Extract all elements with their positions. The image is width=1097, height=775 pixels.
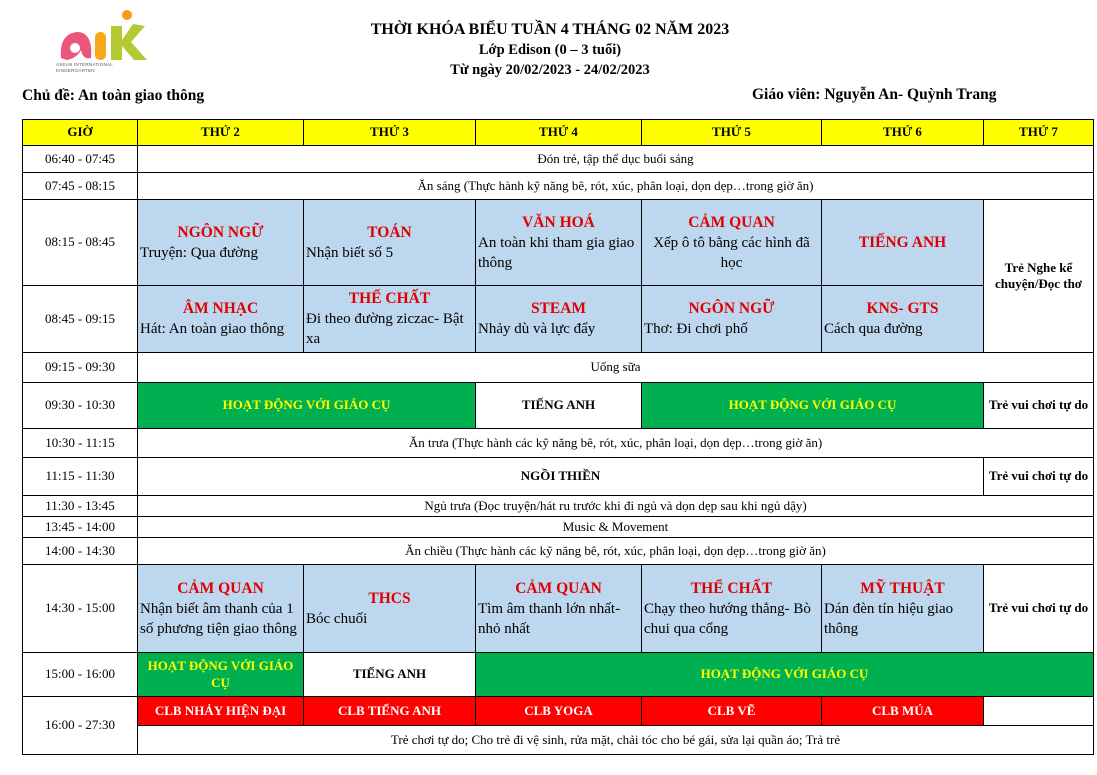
lesson-subject: MỸ THUẬT: [860, 579, 945, 597]
lesson-subject: STEAM: [530, 300, 587, 317]
title-block: [300, 20, 800, 80]
english-cell: TIẾNG ANH: [304, 653, 476, 697]
saturday-free-play-cell: Trẻ vui chơi tự do: [984, 458, 1094, 496]
lesson-description: An toàn khi tham gia giao thông: [478, 234, 635, 271]
header-thu: THỨ 5: [642, 120, 822, 146]
saturday-free-play-cell: Trẻ vui chơi tự do: [984, 565, 1094, 653]
lesson-description: Chạy theo hướng thẳng- Bò chui qua cổng: [644, 600, 811, 637]
lesson-subject: THỂ CHẤT: [348, 290, 431, 307]
lesson-description: Xếp ô tô bằng các hình đã học: [653, 234, 810, 271]
time-cell: 11:30 - 13:45: [23, 496, 138, 517]
table-row: [23, 565, 1094, 653]
lesson-cell-tue: [304, 286, 476, 353]
lesson-subject: TOÁN: [367, 223, 412, 241]
montessori-activity-cell: HOẠT ĐỘNG VỚI GIÁO CỤ: [138, 383, 476, 429]
header-row: [23, 120, 1094, 146]
lesson-description: Bóc chuối: [306, 610, 368, 627]
lesson-cell-tue: [304, 565, 476, 653]
lesson-subject: NGÔN NGỮ: [688, 300, 775, 317]
activity-cell: Ăn trưa (Thực hành các kỹ năng bê, rót, xúc, phân loại, dọn dẹp…trong giờ ăn): [138, 429, 1094, 458]
activity-cell: Ăn sáng (Thực hành kỹ năng bê, rót, xúc, phân loại, dọn dẹp…trong giờ ăn): [138, 173, 1094, 200]
lesson-cell-wed: [476, 286, 642, 353]
meditation-cell: NGỒI THIỀN: [138, 458, 984, 496]
saturday-morning-cell: Trẻ Nghe kể chuyện/Đọc thơ: [984, 200, 1094, 353]
header-time: GIỜ: [23, 120, 138, 146]
table-row: [23, 653, 1094, 697]
header-sat: THỨ 7: [984, 120, 1094, 146]
time-cell: 14:00 - 14:30: [23, 538, 138, 565]
teacher-label: Giáo viên: Nguyễn An- Quỳnh Trang: [752, 86, 997, 103]
lesson-description: Nhận biết số 5: [306, 244, 394, 261]
activity-cell: Music & Movement: [138, 517, 1094, 538]
club-cell-tue: CLB TIẾNG ANH: [304, 697, 476, 726]
table-row: [23, 517, 1094, 538]
table-row: [23, 458, 1094, 496]
lesson-subject: CẢM QUAN: [177, 579, 264, 597]
header-wed: THỨ 4: [476, 120, 642, 146]
school-logo: [55, 8, 155, 78]
time-cell: 11:15 - 11:30: [23, 458, 138, 496]
table-row: [23, 726, 1094, 755]
lesson-cell-mon: [138, 565, 304, 653]
lesson-cell-tue: [304, 200, 476, 286]
lesson-description: Cách qua đường: [824, 321, 923, 337]
club-cell-fri: CLB MÚA: [822, 697, 984, 726]
lesson-subject: CẢM QUAN: [688, 213, 775, 231]
time-cell: 15:00 - 16:00: [23, 653, 138, 697]
table-row: [23, 200, 1094, 286]
lesson-subject: THỂ CHẤT: [690, 579, 773, 597]
lesson-subject: TIẾNG ANH: [858, 233, 947, 251]
lesson-cell-mon: [138, 200, 304, 286]
table-row: [23, 286, 1094, 353]
club-cell-thu: CLB VẼ: [642, 697, 822, 726]
time-cell: 14:30 - 15:00: [23, 565, 138, 653]
class-line: Lớp Edison (0 – 3 tuổi): [478, 42, 622, 58]
lesson-description: Hát: An toàn giao thông: [140, 321, 285, 337]
lesson-subject: VĂN HOÁ: [522, 213, 595, 231]
time-cell: 06:40 - 07:45: [23, 146, 138, 173]
montessori-activity-cell: HOẠT ĐỘNG VỚI GIÁO CỤ: [642, 383, 984, 429]
time-cell: 09:30 - 10:30: [23, 383, 138, 429]
lesson-subject: THCS: [368, 589, 411, 607]
lesson-subject: KNS- GTS: [866, 300, 939, 317]
lesson-cell-fri: [822, 286, 984, 353]
header-tue: THỨ 3: [304, 120, 476, 146]
club-cell-wed: CLB YOGA: [476, 697, 642, 726]
logo-subtext-1: ASEAN INTERNATIONAL: [56, 62, 114, 67]
lesson-cell-thu: [642, 286, 822, 353]
club-cell-mon: CLB NHẢY HIỆN ĐẠI: [138, 697, 304, 726]
lesson-cell-wed: [476, 565, 642, 653]
lesson-subject: ÂM NHẠC: [182, 300, 259, 317]
lesson-description: Dán đèn tín hiệu giao thông: [824, 600, 954, 637]
time-cell: 07:45 - 08:15: [23, 173, 138, 200]
lesson-description: Tìm âm thanh lớn nhất- nhỏ nhất: [478, 600, 621, 637]
montessori-activity-cell: HOẠT ĐỘNG VỚI GIÁO CỤ: [138, 653, 304, 697]
lesson-subject: CẢM QUAN: [515, 579, 602, 597]
lesson-subject: NGÔN NGỮ: [177, 223, 264, 241]
activity-cell: Uống sữa: [138, 353, 1094, 383]
table-row: [23, 429, 1094, 458]
table-row: [23, 538, 1094, 565]
lesson-description: Truyện: Qua đường: [140, 244, 259, 261]
lesson-description: Thơ: Đi chơi phố: [644, 321, 748, 337]
english-cell: TIẾNG ANH: [476, 383, 642, 429]
activity-cell: Trẻ chơi tự do; Cho trẻ đi vệ sinh, rửa mặt, chải tóc cho bé gái, sửa lại quần áo; Trả trẻ: [138, 726, 1094, 755]
montessori-activity-cell: HOẠT ĐỘNG VỚI GIÁO CỤ: [476, 653, 1094, 697]
lesson-description: Nhảy dù và lực đẩy: [478, 321, 596, 337]
time-cell: 13:45 - 14:00: [23, 517, 138, 538]
header-fri: THỨ 6: [822, 120, 984, 146]
time-cell: 08:45 - 09:15: [23, 286, 138, 353]
saturday-free-play-cell: Trẻ vui chơi tự do: [984, 383, 1094, 429]
empty-cell-sat: [984, 697, 1094, 726]
activity-cell: Ăn chiều (Thực hành các kỹ năng bê, rót, xúc, phân loại, dọn dẹp…trong giờ ăn): [138, 538, 1094, 565]
lesson-description: Nhận biết âm thanh của 1 số phương tiện giao thông: [140, 600, 297, 637]
activity-cell: Ngủ trưa (Đọc truyện/hát ru trước khi đi ngủ và dọn dẹp sau khi ngủ dậy): [138, 496, 1094, 517]
table-row: [23, 146, 1094, 173]
time-cell: 10:30 - 11:15: [23, 429, 138, 458]
table-row: [23, 697, 1094, 726]
lesson-cell-thu: [642, 200, 822, 286]
lesson-cell-thu: [642, 565, 822, 653]
time-cell: 16:00 - 27:30: [23, 697, 138, 755]
lesson-cell-fri: [822, 565, 984, 653]
logo-mark-icon: [55, 8, 155, 68]
table-row: [23, 383, 1094, 429]
table-row: [23, 353, 1094, 383]
lesson-description: Đi theo đường ziczac- Bật xa: [306, 311, 464, 347]
table-row: [23, 173, 1094, 200]
logo-subtext-2: KINDERGARTEN: [56, 68, 95, 73]
table-row: [23, 496, 1094, 517]
date-range: Từ ngày 20/02/2023 - 24/02/2023: [450, 62, 650, 78]
topic-label: Chủ đề: An toàn giao thông: [22, 87, 205, 104]
timetable: [22, 119, 1094, 755]
lesson-cell-fri: [822, 200, 984, 286]
time-cell: 09:15 - 09:30: [23, 353, 138, 383]
lesson-cell-mon: [138, 286, 304, 353]
activity-cell: Đón trẻ, tập thể dục buổi sáng: [138, 146, 1094, 173]
header-mon: THỨ 2: [138, 120, 304, 146]
time-cell: 08:15 - 08:45: [23, 200, 138, 286]
page-title: THỜI KHÓA BIỂU TUẦN 4 THÁNG 02 NĂM 2023: [370, 21, 730, 38]
lesson-cell-wed: [476, 200, 642, 286]
